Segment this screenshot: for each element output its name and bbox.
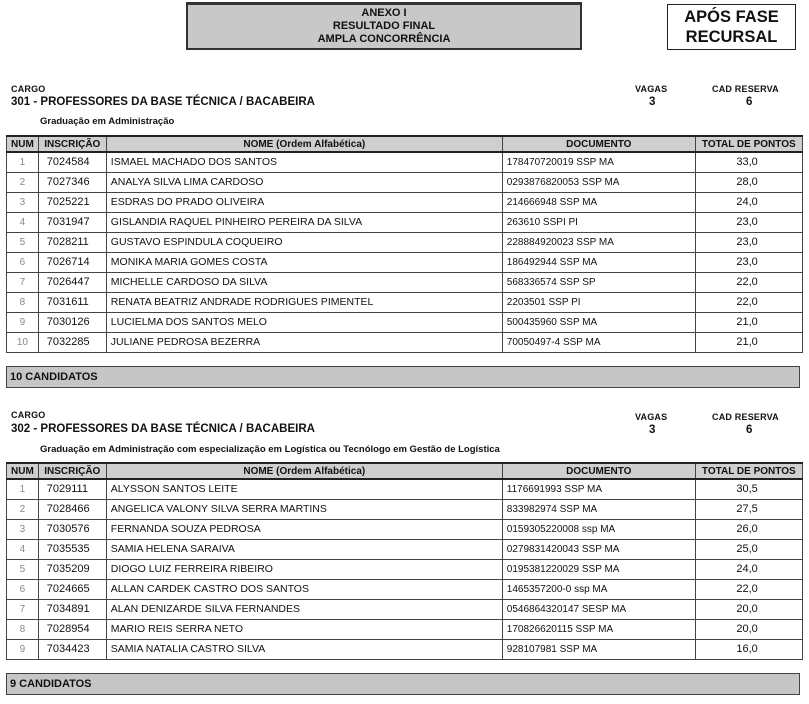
row-num: 1: [7, 479, 39, 499]
row-documento: 228884920023 SSP MA: [502, 232, 695, 252]
row-total-pontos: 26,0: [695, 519, 802, 539]
table-row: [7, 499, 803, 519]
table-row: [7, 312, 803, 332]
table-row: [7, 519, 803, 539]
row-inscricao: 7028466: [38, 499, 106, 519]
status-line-2: RECURSAL: [685, 28, 778, 46]
row-nome: DIOGO LUIZ FERREIRA RIBEIRO: [106, 559, 502, 579]
col-total-pontos: TOTAL DE PONTOS: [695, 463, 802, 479]
row-documento: 70050497-4 SSP MA: [502, 332, 695, 352]
annex-header-box: [186, 2, 582, 50]
row-inscricao: 7031947: [38, 212, 106, 232]
result-title: RESULTADO FINAL: [332, 20, 436, 32]
row-inscricao: 7034423: [38, 639, 106, 659]
col-documento: DOCUMENTO: [502, 463, 695, 479]
competition-title: AMPLA CONCORRÊNCIA: [317, 33, 451, 45]
row-nome: GUSTAVO ESPINDULA COQUEIRO: [106, 232, 502, 252]
row-nome: MARIO REIS SERRA NETO: [106, 619, 502, 639]
col-nome: NOME (Ordem Alfabética): [106, 463, 502, 479]
table-row: [7, 539, 803, 559]
candidates-total: 10 CANDIDATOS: [6, 366, 800, 388]
cargo-title: 302 - PROFESSORES DA BASE TÉCNICA / BACABEIRA: [11, 423, 315, 435]
row-nome: ALYSSON SANTOS LEITE: [106, 479, 502, 499]
row-nome: ANALYA SILVA LIMA CARDOSO: [106, 172, 502, 192]
row-documento: 2203501 SSP PI: [502, 292, 695, 312]
candidates-total: 9 CANDIDATOS: [6, 673, 800, 695]
row-inscricao: 7024665: [38, 579, 106, 599]
row-nome: SAMIA HELENA SARAIVA: [106, 539, 502, 559]
row-num: 6: [7, 579, 39, 599]
cad-reserva-value: 6: [746, 96, 753, 108]
row-num: 2: [7, 172, 39, 192]
row-total-pontos: 16,0: [695, 639, 802, 659]
vagas-label: VAGAS: [635, 412, 668, 422]
col-inscricao: INSCRIÇÃO: [38, 463, 106, 479]
row-nome: LUCIELMA DOS SANTOS MELO: [106, 312, 502, 332]
row-inscricao: 7030126: [38, 312, 106, 332]
cargo-label: CARGO: [11, 410, 46, 420]
row-total-pontos: 30,5: [695, 479, 802, 499]
row-total-pontos: 22,0: [695, 272, 802, 292]
results-table: [6, 135, 803, 353]
cad-reserva-label: CAD RESERVA: [712, 84, 779, 94]
row-num: 5: [7, 232, 39, 252]
row-total-pontos: 24,0: [695, 559, 802, 579]
row-total-pontos: 20,0: [695, 599, 802, 619]
row-nome: FERNANDA SOUZA PEDROSA: [106, 519, 502, 539]
table-row: [7, 212, 803, 232]
row-inscricao: 7028954: [38, 619, 106, 639]
status-box: [667, 4, 796, 50]
row-num: 3: [7, 519, 39, 539]
row-documento: 0195381220029 SSP MA: [502, 559, 695, 579]
table-row: [7, 252, 803, 272]
row-total-pontos: 24,0: [695, 192, 802, 212]
col-num: NUM: [7, 463, 39, 479]
row-nome: ISMAEL MACHADO DOS SANTOS: [106, 152, 502, 172]
row-num: 5: [7, 559, 39, 579]
row-total-pontos: 27,5: [695, 499, 802, 519]
row-total-pontos: 21,0: [695, 312, 802, 332]
row-documento: 0279831420043 SSP MA: [502, 539, 695, 559]
col-nome: NOME (Ordem Alfabética): [106, 136, 502, 152]
row-num: 9: [7, 639, 39, 659]
row-documento: 568336574 SSP SP: [502, 272, 695, 292]
table-row: [7, 619, 803, 639]
row-num: 7: [7, 272, 39, 292]
row-inscricao: 7027346: [38, 172, 106, 192]
row-num: 8: [7, 292, 39, 312]
row-inscricao: 7025221: [38, 192, 106, 212]
row-documento: 500435960 SSP MA: [502, 312, 695, 332]
cargo-title: 301 - PROFESSORES DA BASE TÉCNICA / BACABEIRA: [11, 96, 315, 108]
table-row: [7, 232, 803, 252]
row-num: 4: [7, 212, 39, 232]
row-documento: 833982974 SSP MA: [502, 499, 695, 519]
col-documento: DOCUMENTO: [502, 136, 695, 152]
row-nome: ALAN DENIZARDE SILVA FERNANDES: [106, 599, 502, 619]
table-row: [7, 639, 803, 659]
table-row: [7, 172, 803, 192]
row-num: 9: [7, 312, 39, 332]
row-nome: JULIANE PEDROSA BEZERRA: [106, 332, 502, 352]
annex-title: ANEXO I: [361, 7, 407, 19]
vagas-value: 3: [649, 424, 656, 436]
row-total-pontos: 33,0: [695, 152, 802, 172]
table-row: [7, 332, 803, 352]
col-num: NUM: [7, 136, 39, 152]
table-row: [7, 599, 803, 619]
row-num: 7: [7, 599, 39, 619]
table-row: [7, 272, 803, 292]
row-inscricao: 7028211: [38, 232, 106, 252]
row-nome: ESDRAS DO PRADO OLIVEIRA: [106, 192, 502, 212]
row-documento: 1176691993 SSP MA: [502, 479, 695, 499]
row-documento: 186492944 SSP MA: [502, 252, 695, 272]
table-row: [7, 579, 803, 599]
row-num: 3: [7, 192, 39, 212]
table-row: [7, 152, 803, 172]
row-nome: MONIKA MARIA GOMES COSTA: [106, 252, 502, 272]
row-inscricao: 7034891: [38, 599, 106, 619]
row-num: 1: [7, 152, 39, 172]
row-inscricao: 7026447: [38, 272, 106, 292]
cargo-label: CARGO: [11, 84, 46, 94]
row-total-pontos: 21,0: [695, 332, 802, 352]
row-total-pontos: 23,0: [695, 212, 802, 232]
col-inscricao: INSCRIÇÃO: [38, 136, 106, 152]
row-nome: GISLANDIA RAQUEL PINHEIRO PEREIRA DA SILVA: [106, 212, 502, 232]
row-num: 4: [7, 539, 39, 559]
row-documento: 0546864320147 SESP MA: [502, 599, 695, 619]
row-documento: 263610 SSPI PI: [502, 212, 695, 232]
col-total-pontos: TOTAL DE PONTOS: [695, 136, 802, 152]
row-num: 2: [7, 499, 39, 519]
row-num: 6: [7, 252, 39, 272]
row-nome: ANGELICA VALONY SILVA SERRA MARTINS: [106, 499, 502, 519]
graduacao-label: Graduação em Administração: [40, 116, 175, 127]
row-nome: ALLAN CARDEK CASTRO DOS SANTOS: [106, 579, 502, 599]
row-inscricao: 7032285: [38, 332, 106, 352]
row-num: 10: [7, 332, 39, 352]
table-row: [7, 192, 803, 212]
row-inscricao: 7035209: [38, 559, 106, 579]
row-documento: 0159305220008 ssp MA: [502, 519, 695, 539]
row-inscricao: 7030576: [38, 519, 106, 539]
row-documento: 214666948 SSP MA: [502, 192, 695, 212]
row-documento: 170826620115 SSP MA: [502, 619, 695, 639]
row-documento: 928107981 SSP MA: [502, 639, 695, 659]
row-nome: SAMIA NATALIA CASTRO SILVA: [106, 639, 502, 659]
row-nome: RENATA BEATRIZ ANDRADE RODRIGUES PIMENTEL: [106, 292, 502, 312]
cad-reserva-value: 6: [746, 424, 753, 436]
row-total-pontos: 23,0: [695, 232, 802, 252]
row-documento: 1465357200-0 ssp MA: [502, 579, 695, 599]
row-inscricao: 7024584: [38, 152, 106, 172]
row-nome: MICHELLE CARDOSO DA SILVA: [106, 272, 502, 292]
row-total-pontos: 22,0: [695, 579, 802, 599]
row-inscricao: 7026714: [38, 252, 106, 272]
vagas-label: VAGAS: [635, 84, 668, 94]
table-row: [7, 559, 803, 579]
vagas-value: 3: [649, 96, 656, 108]
cad-reserva-label: CAD RESERVA: [712, 412, 779, 422]
row-inscricao: 7031611: [38, 292, 106, 312]
row-documento: 178470720019 SSP MA: [502, 152, 695, 172]
table-row: [7, 479, 803, 499]
row-inscricao: 7035535: [38, 539, 106, 559]
table-row: [7, 292, 803, 312]
row-num: 8: [7, 619, 39, 639]
row-total-pontos: 20,0: [695, 619, 802, 639]
results-table: [6, 462, 803, 660]
status-line-1: APÓS FASE: [684, 8, 779, 26]
row-inscricao: 7029111: [38, 479, 106, 499]
row-total-pontos: 23,0: [695, 252, 802, 272]
row-total-pontos: 28,0: [695, 172, 802, 192]
row-documento: 0293876820053 SSP MA: [502, 172, 695, 192]
row-total-pontos: 22,0: [695, 292, 802, 312]
row-total-pontos: 25,0: [695, 539, 802, 559]
graduacao-label: Graduação em Administração com especialização em Logística ou Tecnólogo em Gestão de Logística: [40, 444, 500, 455]
